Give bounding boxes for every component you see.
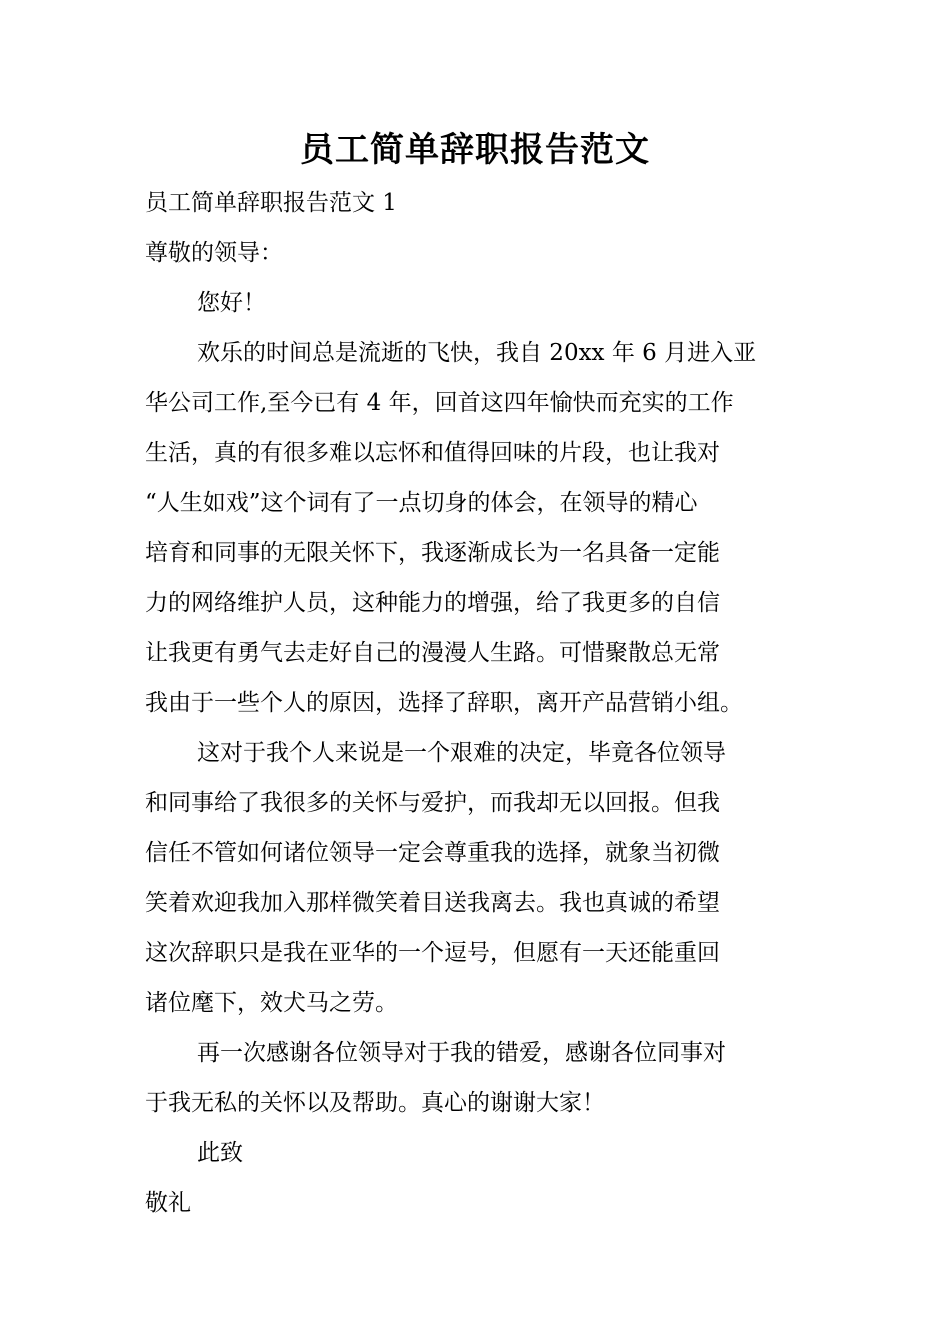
document-title: 员工简单辞职报告范文 bbox=[300, 130, 650, 170]
text-line: 再一次感谢各位领导对于我的错爱，感谢各位同事对 bbox=[197, 1040, 726, 1066]
text-line: 这次辞职只是我在亚华的一个逗号，但愿有一天还能重回 bbox=[145, 940, 720, 966]
text-line: 和同事给了我很多的关怀与爱护，而我却无以回报。但我 bbox=[145, 790, 720, 816]
text-line: 笑着欢迎我加入那样微笑着目送我离去。我也真诚的希望 bbox=[145, 890, 720, 916]
text-line: 敬礼 bbox=[145, 1190, 191, 1216]
text-line: 员工简单辞职报告范文 1 bbox=[145, 190, 397, 216]
text-line: 让我更有勇气去走好自己的漫漫人生路。可惜聚散总无常 bbox=[145, 640, 720, 666]
text-line: 力的网络维护人员，这种能力的增强，给了我更多的自信 bbox=[145, 590, 720, 616]
text-line: 这对于我个人来说是一个艰难的决定，毕竟各位领导 bbox=[197, 740, 726, 766]
text-line: 信任不管如何诸位领导一定会尊重我的选择，就象当初微 bbox=[145, 840, 720, 866]
text-line: 于我无私的关怀以及帮助。真心的谢谢大家！ bbox=[145, 1090, 605, 1116]
text-line: 生活，真的有很多难以忘怀和值得回味的片段，也让我对 bbox=[145, 440, 720, 466]
text-line: 我由于一些个人的原因，选择了辞职，离开产品营销小组。 bbox=[145, 690, 743, 716]
text-line: 华公司工作,至今已有 4 年，回首这四年愉快而充实的工作 bbox=[145, 390, 734, 416]
text-line: 此致 bbox=[197, 1140, 243, 1166]
text-line: 诸位麾下，效犬马之劳。 bbox=[145, 990, 398, 1016]
text-line: “人生如戏”这个词有了一点切身的体会，在领导的精心 bbox=[145, 490, 698, 516]
document-body bbox=[145, 178, 805, 1228]
text-line: 尊敬的领导： bbox=[145, 240, 283, 266]
text-line: 您好！ bbox=[197, 290, 266, 316]
text-line: 欢乐的时间总是流逝的飞快，我自 20xx 年 6 月进入亚 bbox=[197, 340, 757, 366]
text-line: 培育和同事的无限关怀下，我逐渐成长为一名具备一定能 bbox=[145, 540, 720, 566]
